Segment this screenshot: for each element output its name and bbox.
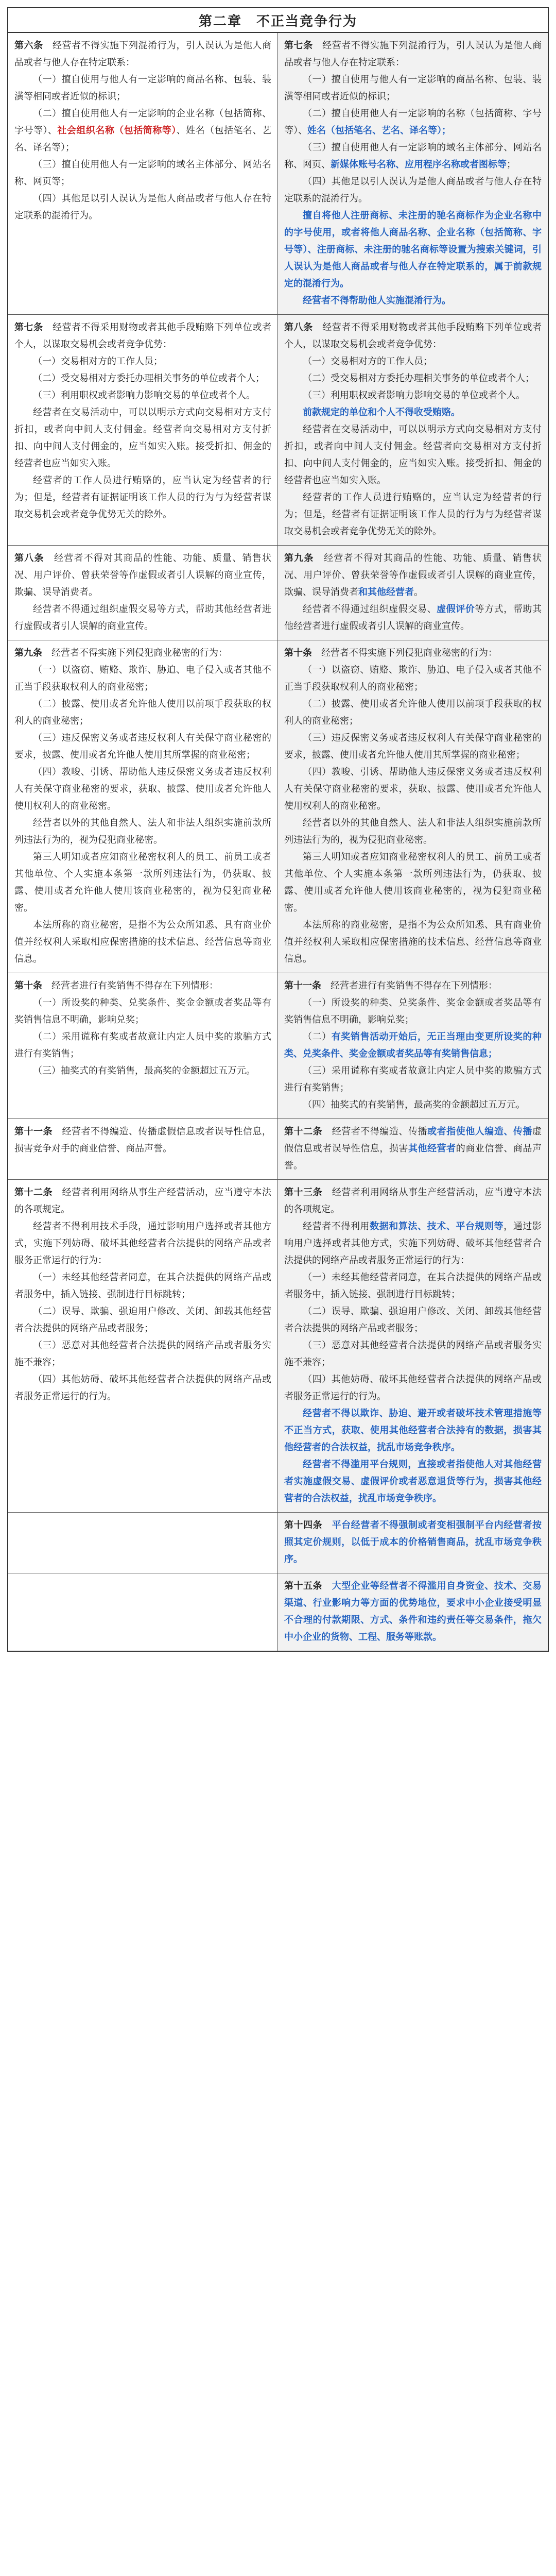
paragraph	[284, 696, 542, 730]
paragraph	[14, 156, 271, 190]
article-row	[8, 1119, 548, 1180]
article-row	[8, 33, 548, 315]
paragraph	[284, 1337, 542, 1371]
article-row	[8, 640, 548, 973]
highlighted-text: 其他经营者	[408, 1143, 456, 1154]
highlighted-text: 虚假评价	[437, 604, 475, 615]
paragraph	[284, 1303, 542, 1337]
article-row	[8, 315, 548, 546]
text-span: （四）其他足以引人误认为是他人商品或者与他人存在特定联系的混淆行为。	[14, 193, 271, 221]
article-number: 第七条	[284, 40, 313, 51]
text-span: 等方式，帮助其他经营者进行虚假或者引人误解的商业宣传。	[284, 604, 542, 632]
highlighted-text: 经营者不得以欺诈、胁迫、避开或者破坏技术管理措施等不正当方式，获取、使用其他经营者合法持有的数据，损害其他经营者的合法权益，扰乱市场竞争秩序。	[284, 1408, 542, 1453]
paragraph	[14, 917, 271, 968]
text-span: （一）未经其他经营者同意，在其合法提供的网络产品或者服务中，插入链接、强制进行目标跳转；	[284, 1272, 542, 1300]
text-span: ，通过影响用户选择或者其他方式，实施下列妨碍、破坏其他经营者合法提供的网络产品或者服务正常运行的行为：	[284, 1221, 542, 1266]
text-span: （二）披露、使用或者允许他人使用以前项手段获取的权利人的商业秘密；	[14, 699, 271, 726]
article-number: 第十二条	[284, 1126, 323, 1137]
paragraph	[14, 1218, 271, 1269]
article-number: 第十一条	[284, 980, 321, 991]
paragraph	[284, 645, 542, 662]
paragraph	[14, 601, 271, 635]
paragraph	[14, 662, 271, 696]
paragraph	[284, 1456, 542, 1507]
text-span: 经营者进行有奖销售不得存在下列情形：	[42, 980, 218, 991]
highlighted-text: 大型企业等经营者不得滥用自身资金、技术、交易渠道、行业影响力等方面的优势地位，要求中小企业接受明显不合理的付款期限、方式、条件和违约责任等交易条件，拖欠中小企业的货物、工程、服务等账款。	[284, 1581, 542, 1642]
text-span: 第三人明知或者应知商业秘密权利人的员工、前员工或者其他单位、个人实施本条第一款所列违法行为，仍获取、披露、使用或者允许他人使用该商业秘密的，视为侵犯商业秘密。	[284, 852, 542, 913]
new-law-cell	[278, 973, 548, 1118]
new-law-cell	[278, 1513, 548, 1573]
comparison-table	[7, 7, 549, 1652]
paragraph	[14, 1303, 271, 1337]
text-span: （二）采用谎称有奖或者故意让内定人员中奖的欺骗方式进行有奖销售；	[14, 1031, 271, 1059]
article-number: 第十二条	[14, 1187, 53, 1198]
paragraph	[284, 550, 542, 601]
new-law-cell	[278, 33, 548, 314]
text-span: 经营者不得对其商品的性能、功能、质量、销售状况、用户评价、曾获荣誉等作虚假或者引人误解的商业宣传，欺骗、误导消费者。	[14, 553, 272, 598]
paragraph	[284, 1096, 542, 1113]
old-law-cell	[8, 973, 278, 1118]
text-span: 。	[414, 587, 423, 598]
paragraph	[14, 1184, 271, 1218]
paragraph	[284, 1517, 542, 1568]
text-span: （一）擅自使用与他人有一定影响的商品名称、包装、装潢等相同或者近似的标识；	[284, 74, 542, 102]
paragraph	[284, 71, 542, 105]
old-law-cell	[8, 33, 278, 314]
article-number: 第八条	[284, 322, 313, 333]
text-span: 虚假信息或者误导性信息，损害	[284, 1126, 542, 1154]
text-span: （一）所设奖的种类、兑奖条件、奖金金额或者奖品等有奖销售信息不明确，影响兑奖；	[284, 997, 542, 1025]
paragraph	[14, 370, 271, 387]
text-span: 经营者以外的其他自然人、法人和非法人组织实施前款所列违法行为的，视为侵犯商业秘密。	[284, 818, 542, 845]
paragraph	[14, 849, 271, 917]
text-span: （一）擅自使用与他人有一定影响的商品名称、包装、装潢等相同或者近似的标识；	[14, 74, 271, 102]
article-number: 第十五条	[284, 1581, 323, 1591]
paragraph	[284, 764, 542, 815]
old-law-cell	[8, 1119, 278, 1179]
text-span: 第三人明知或者应知商业秘密权利人的员工、前员工或者其他单位、个人实施本条第一款所列违法行为，仍获取、披露、使用或者允许他人使用该商业秘密的，视为侵犯商业秘密。	[14, 852, 271, 913]
article-number: 第六条	[14, 40, 43, 51]
paragraph	[14, 1062, 271, 1079]
new-law-cell	[278, 640, 548, 973]
article-number: 第十一条	[14, 1126, 53, 1137]
text-span: （一）交易相对方的工作人员；	[33, 356, 163, 367]
text-span: （三）抽奖式的有奖销售，最高奖的金额超过五万元。	[33, 1065, 255, 1076]
text-span: 经营者不得通过组织虚假交易等方式，帮助其他经营者进行虚假或者引人误解的商业宣传。	[14, 604, 271, 632]
paragraph	[284, 917, 542, 968]
paragraph	[284, 601, 542, 635]
text-span: （三）利用职权或者影响力影响交易的单位或者个人。	[303, 390, 525, 401]
highlighted-text: 姓名（包括笔名、艺名、译名等）；	[307, 125, 451, 136]
highlighted-text: 数据和算法、技术、平台规则等	[370, 1221, 504, 1232]
paragraph	[284, 292, 542, 309]
text-span: 经营者在交易活动中，可以以明示方式向交易相对方支付折扣，或者向中间人支付佣金。经营者向交易相对方支付折扣、向中间人支付佣金的，应当如实入账。接受折扣、佣金的经营者也应当如实入账。	[14, 407, 271, 469]
text-span: 经营者利用网络从事生产经营活动，应当遵守本法的各项规定。	[14, 1187, 271, 1215]
paragraph	[284, 370, 542, 387]
article-number: 第九条	[284, 553, 314, 564]
paragraph	[14, 550, 271, 601]
text-span: （二）受交易相对方委托办理相关事务的单位或者个人；	[33, 373, 265, 384]
text-span: （一）以盗窃、贿赂、欺诈、胁迫、电子侵入或者其他不正当手段获取权利人的商业秘密；	[14, 665, 271, 692]
article-number: 第十条	[14, 980, 42, 991]
highlighted-text: 社会组织名称（包括简称等）	[57, 125, 177, 136]
paragraph	[284, 207, 542, 292]
article-number: 第十三条	[284, 1187, 323, 1198]
text-span: （三）违反保密义务或者违反权利人有关保守商业秘密的要求，披露、使用或者允许他人使用其所掌握的商业秘密；	[284, 733, 542, 760]
text-span	[322, 1520, 332, 1531]
old-law-cell	[8, 546, 278, 640]
paragraph	[14, 977, 271, 994]
old-law-cell	[8, 1180, 278, 1512]
new-law-cell	[278, 1180, 548, 1512]
article-number: 第七条	[14, 322, 43, 333]
paragraph	[284, 1371, 542, 1405]
text-span: （三）恶意对其他经营者合法提供的网络产品或者服务实施不兼容；	[284, 1340, 542, 1368]
paragraph	[284, 994, 542, 1028]
paragraph	[14, 37, 271, 71]
paragraph	[14, 1371, 271, 1405]
paragraph	[284, 404, 542, 421]
paragraph	[284, 319, 542, 353]
paragraph	[284, 421, 542, 489]
paragraph	[14, 730, 271, 764]
text-span: 经营者不得对其商品的性能、功能、质量、销售状况、用户评价、曾获荣誉等作虚假或者引人误解的商业宣传，欺骗、误导消费者	[284, 553, 542, 598]
article-number: 第十四条	[284, 1520, 323, 1531]
text-span: 经营者不得利用	[303, 1221, 370, 1232]
text-span: 经营者的工作人员进行贿赂的，应当认定为经营者的行为；但是，经营者有证据证明该工作人员的行为与为经营者谋取交易机会或者竞争优势无关的除外。	[284, 492, 542, 537]
text-span: 经营者不得采用财物或者其他手段贿赂下列单位或者个人，以谋取交易机会或者竞争优势：	[284, 322, 542, 350]
highlighted-text: 平台经营者不得强制或者变相强制平台内经营者按照其定价规则，以低于成本的价格销售商品，扰乱市场竞争秩序。	[284, 1520, 542, 1565]
article-row	[8, 973, 548, 1119]
paragraph	[284, 1184, 542, 1218]
article-row	[8, 1513, 548, 1573]
text-span: ；	[507, 159, 516, 170]
text-span: （二）误导、欺骗、强迫用户修改、关闭、卸载其他经营者合法提供的网络产品或者服务；	[284, 1306, 542, 1334]
old-law-cell	[8, 315, 278, 545]
text-span: （三）利用职权或者影响力影响交易的单位或者个人。	[33, 390, 255, 401]
paragraph	[284, 730, 542, 764]
paragraph	[284, 353, 542, 370]
highlighted-text: 经营者不得滥用平台规则，直接或者指使他人对其他经营者实施虚假交易、虚假评价或者恶意退货等行为，损害其他经营者的合法权益，扰乱市场竞争秩序。	[284, 1459, 542, 1504]
paragraph	[14, 764, 271, 815]
new-law-cell	[278, 315, 548, 545]
text-span: （二）误导、欺骗、强迫用户修改、关闭、卸载其他经营者合法提供的网络产品或者服务；	[14, 1306, 271, 1334]
paragraph	[14, 387, 271, 404]
old-law-cell	[8, 640, 278, 973]
text-span: （一）交易相对方的工作人员；	[303, 356, 432, 367]
article-number: 第十条	[284, 648, 312, 658]
paragraph	[284, 849, 542, 917]
highlighted-text: 或者指使他人编造、传播	[427, 1126, 533, 1137]
text-span: 经营者不得实施下列侵犯商业秘密的行为：	[312, 648, 497, 658]
text-span: （二）受交易相对方委托办理相关事务的单位或者个人；	[303, 373, 534, 384]
text-span: 经营者以外的其他自然人、法人和非法人组织实施前款所列违法行为的，视为侵犯商业秘密。	[14, 818, 271, 845]
new-law-cell	[278, 1573, 548, 1651]
text-span: 经营者在交易活动中，可以以明示方式向交易相对方支付折扣，或者向中间人支付佣金。经营者向交易相对方支付折扣、向中间人支付佣金的，应当如实入账。接受折扣、佣金的经营者也应当如实入账。	[284, 424, 542, 486]
article-number: 第八条	[14, 553, 44, 564]
highlighted-text: 擅自将他人注册商标、未注册的驰名商标作为企业名称中的字号使用，或者将他人商品名称、企业名称（包括简称、字号等）、注册商标、未注册的驰名商标等设置为搜索关键词，引人误认为是他人商品或者与他人存在特定联系的，属于前款规定的混淆行为。	[284, 210, 542, 289]
article-number: 第九条	[14, 648, 42, 658]
highlighted-text: 和其他经营者	[358, 587, 414, 598]
paragraph	[284, 1028, 542, 1062]
paragraph	[284, 1269, 542, 1303]
paragraph	[14, 105, 271, 156]
highlighted-text: 新媒体账号名称、应用程序名称或者图标等	[331, 159, 507, 170]
text-span: （二）擅自使用他人有一定影响的企业名称（包括简称、字号等）、	[14, 108, 271, 136]
text-span: 经营者不得实施下列混淆行为，引人误认为是他人商品或者与他人存在特定联系：	[14, 40, 271, 68]
text-span: （三）采用谎称有奖或者故意让内定人员中奖的欺骗方式进行有奖销售；	[284, 1065, 542, 1093]
paragraph	[284, 173, 542, 207]
text-span: 经营者不得利用技术手段，通过影响用户选择或者其他方式，实施下列妨碍、破坏其他经营者合法提供的网络产品或者服务正常运行的行为：	[14, 1221, 271, 1266]
text-span: 、姓名（包括笔名、艺名、译名等）；	[14, 125, 272, 153]
text-span: （三）违反保密义务或者违反权利人有关保守商业秘密的要求，披露、使用或者允许他人使用其所掌握的商业秘密；	[14, 733, 271, 760]
article-row	[8, 1573, 548, 1651]
paragraph	[14, 71, 271, 105]
paragraph	[284, 815, 542, 849]
paragraph	[284, 1405, 542, 1456]
paragraph	[14, 994, 271, 1028]
text-span: （三）恶意对其他经营者合法提供的网络产品或者服务实施不兼容；	[14, 1340, 271, 1368]
text-span: 本法所称的商业秘密，是指不为公众所知悉、具有商业价值并经权利人采取相应保密措施的技术信息、经营信息等商业信息。	[284, 920, 542, 964]
text-span: （一）未经其他经营者同意，在其合法提供的网络产品或者服务中，插入链接、强制进行目标跳转；	[14, 1272, 271, 1300]
article-row	[8, 546, 548, 640]
paragraph	[14, 404, 271, 472]
text-span: （四）抽奖式的有奖销售，最高奖的金额超过五万元。	[303, 1099, 525, 1110]
highlighted-text: 前款规定的单位和个人不得收受贿赂。	[303, 407, 460, 418]
paragraph	[14, 190, 271, 224]
paragraph	[284, 1578, 542, 1646]
text-span: （三）擅自使用他人有一定影响的域名主体部分、网站名称、网页等；	[14, 159, 271, 187]
text-span: 经营者进行有奖销售不得存在下列情形：	[321, 980, 497, 991]
text-span: 经营者不得采用财物或者其他手段贿赂下列单位或者个人，以谋取交易机会或者竞争优势：	[14, 322, 271, 350]
paragraph	[14, 1269, 271, 1303]
paragraph	[14, 696, 271, 730]
text-span	[322, 1581, 332, 1591]
text-span: （三）擅自使用他人有一定影响的域名主体部分、网站名称、网页、	[284, 142, 542, 170]
paragraph	[284, 977, 542, 994]
paragraph	[14, 1123, 271, 1157]
article-row	[8, 1180, 548, 1513]
text-span: 经营者不得实施下列混淆行为，引人误认为是他人商品或者与他人存在特定联系：	[284, 40, 542, 68]
text-span: 经营者的工作人员进行贿赂的，应当认定为经营者的行为；但是，经营者有证据证明该工作人员的行为与为经营者谋取交易机会或者竞争优势无关的除外。	[14, 475, 271, 520]
text-span: 经营者不得编造、传播	[322, 1126, 428, 1137]
highlighted-text: 经营者不得帮助他人实施混淆行为。	[303, 295, 451, 306]
text-span: 经营者不得编造、传播虚假信息或者误导性信息，损害竞争对手的商业信誉、商品声誉。	[14, 1126, 271, 1154]
paragraph	[284, 1218, 542, 1269]
paragraph	[14, 815, 271, 849]
new-law-cell	[278, 546, 548, 640]
paragraph	[14, 1028, 271, 1062]
paragraph	[284, 1062, 542, 1096]
text-span: （四）教唆、引诱、帮助他人违反保密义务或者违反权利人有关保守商业秘密的要求，获取、披露、使用或者允许他人使用权利人的商业秘密。	[284, 767, 542, 811]
table-body	[8, 33, 548, 1651]
text-span: 的商业信誉、商品声誉。	[284, 1143, 542, 1171]
text-span: （一）所设奖的种类、兑奖条件、奖金金额或者奖品等有奖销售信息不明确，影响兑奖；	[14, 997, 271, 1025]
old-law-cell	[8, 1573, 278, 1651]
text-span: （二）擅自使用他人有一定影响的名称（包括简称、字号等）、	[284, 108, 542, 136]
text-span: （二）	[303, 1031, 332, 1042]
text-span: 经营者不得通过组织虚假交易、	[303, 604, 437, 615]
paragraph	[284, 662, 542, 696]
text-span: 经营者不得实施下列侵犯商业秘密的行为：	[42, 648, 228, 658]
paragraph	[14, 645, 271, 662]
paragraph	[284, 489, 542, 540]
highlighted-text: 有奖销售活动开始后，无正当理由变更所设奖的种类、兑奖条件、奖金金额或者奖品等有奖销售信息；	[284, 1031, 542, 1059]
paragraph	[284, 37, 542, 71]
text-span: （四）其他妨碍、破坏其他经营者合法提供的网络产品或者服务正常运行的行为。	[14, 1374, 271, 1402]
paragraph	[284, 139, 542, 173]
text-span: （四）教唆、引诱、帮助他人违反保密义务或者违反权利人有关保守商业秘密的要求，获取、披露、使用或者允许他人使用权利人的商业秘密。	[14, 767, 271, 811]
text-span: （四）其他妨碍、破坏其他经营者合法提供的网络产品或者服务正常运行的行为。	[284, 1374, 542, 1402]
text-span: （二）披露、使用或者允许他人使用以前项手段获取的权利人的商业秘密；	[284, 699, 542, 726]
paragraph	[284, 387, 542, 404]
text-span: （四）其他足以引人误认为是他人商品或者与他人存在特定联系的混淆行为。	[284, 176, 542, 204]
paragraph	[14, 319, 271, 353]
new-law-cell	[278, 1119, 548, 1179]
text-span: （一）以盗窃、贿赂、欺诈、胁迫、电子侵入或者其他不正当手段获取权利人的商业秘密；	[284, 665, 542, 692]
paragraph	[14, 472, 271, 523]
paragraph	[14, 353, 271, 370]
old-law-cell	[8, 1513, 278, 1573]
chapter-title: 第二章 不正当竞争行为	[8, 8, 548, 33]
paragraph	[14, 1337, 271, 1371]
text-span: 经营者利用网络从事生产经营活动，应当遵守本法的各项规定。	[284, 1187, 542, 1215]
text-span: 本法所称的商业秘密，是指不为公众所知悉、具有商业价值并经权利人采取相应保密措施的技术信息、经营信息等商业信息。	[14, 920, 271, 964]
paragraph	[284, 105, 542, 139]
paragraph	[284, 1123, 542, 1174]
